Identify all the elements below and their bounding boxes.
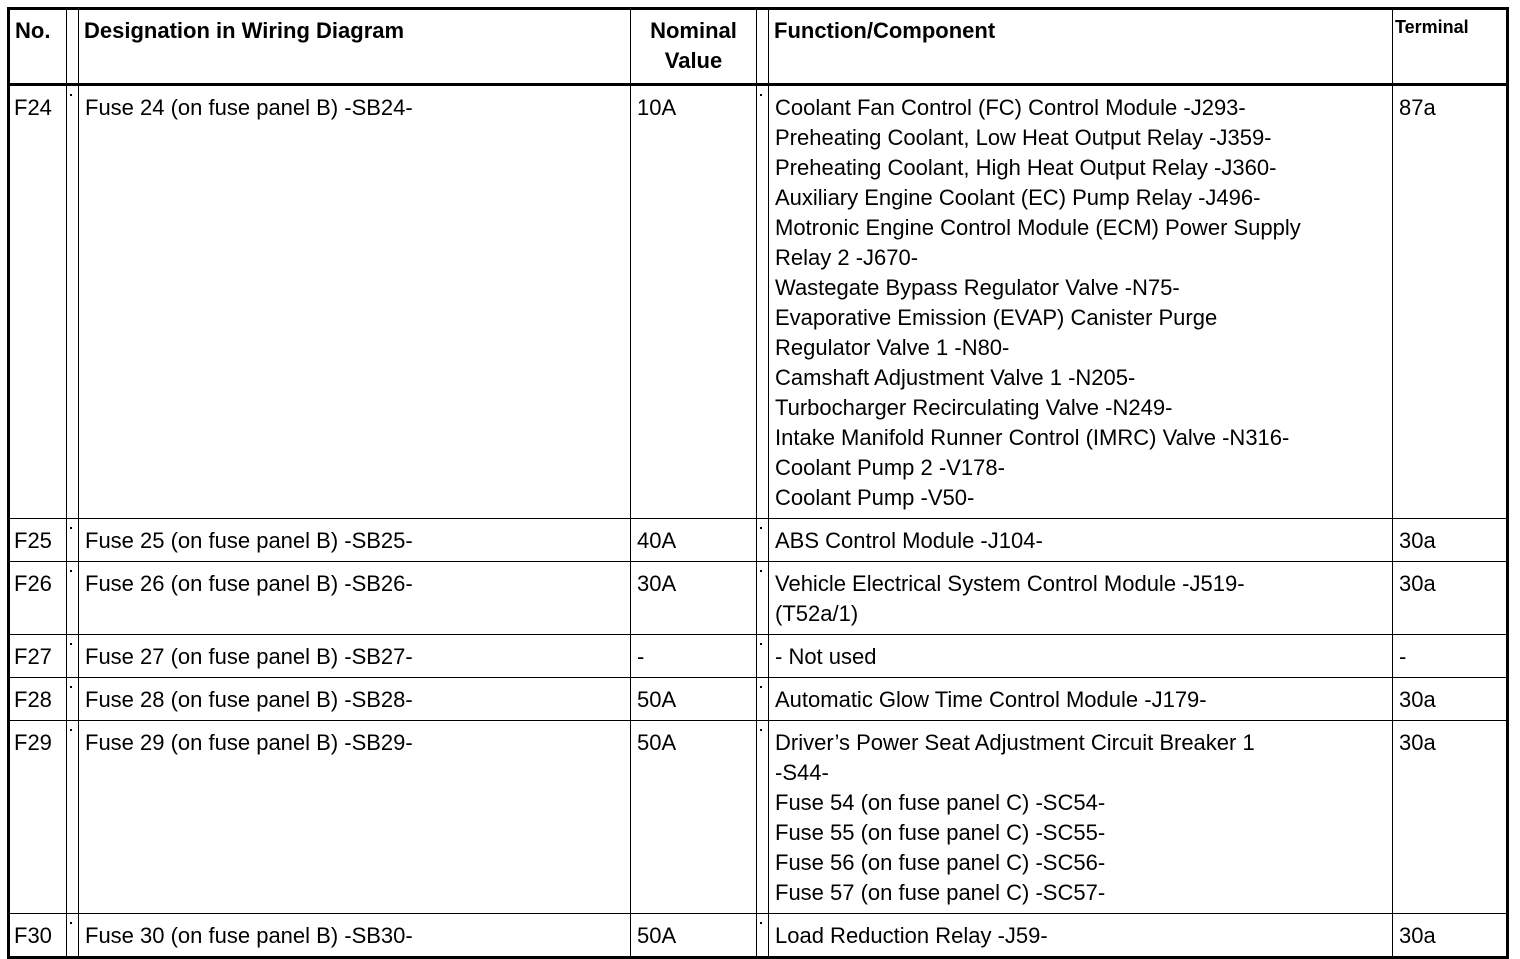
function-line: Motronic Engine Control Module (ECM) Power Supply [775, 215, 1301, 240]
dot-mark [70, 94, 72, 96]
dot-mark [70, 570, 72, 572]
cell-designation: Fuse 30 (on fuse panel B) -SB30- [79, 914, 631, 958]
function-line: Relay 2 -J670- [775, 245, 919, 270]
table-row [9, 721, 1508, 914]
function-line: Coolant Pump -V50- [775, 485, 975, 510]
cell-spacer [757, 562, 769, 635]
fuse-table [7, 7, 1509, 959]
dot-mark [760, 643, 762, 645]
cell-designation: Fuse 28 (on fuse panel B) -SB28- [79, 678, 631, 721]
cell-nominal: 50A [631, 721, 757, 914]
dot-mark [70, 922, 72, 924]
header-function: Function/Component [769, 9, 1393, 85]
cell-nominal: 50A [631, 678, 757, 721]
function-line: Fuse 55 (on fuse panel C) -SC55- [775, 820, 1106, 845]
cell-designation: Fuse 25 (on fuse panel B) -SB25- [79, 519, 631, 562]
dot-mark [760, 94, 762, 96]
cell-function [769, 85, 1393, 519]
cell-terminal: 30a [1393, 562, 1508, 635]
cell-nominal: 50A [631, 914, 757, 958]
cell-function [769, 721, 1393, 914]
cell-function [769, 678, 1393, 721]
cell-designation: Fuse 26 (on fuse panel B) -SB26- [79, 562, 631, 635]
cell-spacer [757, 914, 769, 958]
cell-spacer [67, 721, 79, 914]
cell-spacer [757, 85, 769, 519]
cell-terminal: 87a [1393, 85, 1508, 519]
dot-mark [760, 686, 762, 688]
function-line: Driver’s Power Seat Adjustment Circuit Breaker 1 [775, 730, 1255, 755]
cell-nominal: 10A [631, 85, 757, 519]
cell-spacer [757, 721, 769, 914]
table-row [9, 914, 1508, 958]
dot-mark [70, 729, 72, 731]
cell-no: F28 [9, 678, 67, 721]
dot-mark [70, 686, 72, 688]
cell-no: F27 [9, 635, 67, 678]
dot-mark [760, 570, 762, 572]
header-spacer [757, 9, 769, 85]
cell-function [769, 635, 1393, 678]
table-row [9, 85, 1508, 519]
dot-mark [70, 527, 72, 529]
cell-function [769, 519, 1393, 562]
table-body [9, 85, 1508, 958]
function-line: Camshaft Adjustment Valve 1 -N205- [775, 365, 1136, 390]
dot-mark [760, 922, 762, 924]
header-nominal-value [631, 9, 757, 85]
cell-spacer [67, 635, 79, 678]
function-line: Regulator Valve 1 -N80- [775, 335, 1010, 360]
function-line: Fuse 54 (on fuse panel C) -SC54- [775, 790, 1106, 815]
function-line: Coolant Pump 2 -V178- [775, 455, 1005, 480]
cell-spacer [67, 519, 79, 562]
function-line: -S44- [775, 760, 829, 785]
header-no: No. [9, 9, 67, 85]
cell-terminal: 30a [1393, 519, 1508, 562]
cell-spacer [757, 678, 769, 721]
header-designation: Designation in Wiring Diagram [79, 9, 631, 85]
cell-nominal: 30A [631, 562, 757, 635]
cell-terminal: 30a [1393, 678, 1508, 721]
function-line: Turbocharger Recirculating Valve -N249- [775, 395, 1173, 420]
table-row [9, 678, 1508, 721]
cell-no: F25 [9, 519, 67, 562]
table-row [9, 519, 1508, 562]
table-row [9, 635, 1508, 678]
function-line: Vehicle Electrical System Control Module -J519- [775, 571, 1245, 596]
table-row [9, 562, 1508, 635]
function-line: Intake Manifold Runner Control (IMRC) Valve -N316- [775, 425, 1290, 450]
function-line: - Not used [775, 644, 877, 669]
cell-designation: Fuse 24 (on fuse panel B) -SB24- [79, 85, 631, 519]
function-line: Fuse 56 (on fuse panel C) -SC56- [775, 850, 1106, 875]
cell-spacer [67, 562, 79, 635]
function-line: Auxiliary Engine Coolant (EC) Pump Relay -J496- [775, 185, 1261, 210]
header-spacer [67, 9, 79, 85]
header-nominal-line2: Value [664, 48, 723, 73]
cell-no: F29 [9, 721, 67, 914]
cell-function [769, 914, 1393, 958]
cell-spacer [67, 914, 79, 958]
cell-spacer [67, 678, 79, 721]
cell-nominal: 40A [631, 519, 757, 562]
function-line: Fuse 57 (on fuse panel C) -SC57- [775, 880, 1106, 905]
function-line: Coolant Fan Control (FC) Control Module -J293- [775, 95, 1246, 120]
cell-designation: Fuse 27 (on fuse panel B) -SB27- [79, 635, 631, 678]
cell-no: F30 [9, 914, 67, 958]
dot-mark [760, 527, 762, 529]
function-line: Preheating Coolant, Low Heat Output Relay -J359- [775, 125, 1272, 150]
cell-designation: Fuse 29 (on fuse panel B) -SB29- [79, 721, 631, 914]
cell-no: F26 [9, 562, 67, 635]
dot-mark [760, 729, 762, 731]
cell-terminal: 30a [1393, 721, 1508, 914]
function-line: (T52a/1) [775, 601, 859, 626]
function-line: Wastegate Bypass Regulator Valve -N75- [775, 275, 1180, 300]
function-line: Preheating Coolant, High Heat Output Relay -J360- [775, 155, 1277, 180]
cell-spacer [67, 85, 79, 519]
dot-mark [70, 643, 72, 645]
cell-nominal: - [631, 635, 757, 678]
cell-terminal: 30a [1393, 914, 1508, 958]
header-nominal-line1: Nominal [650, 18, 737, 43]
function-line: Load Reduction Relay -J59- [775, 923, 1048, 948]
cell-spacer [757, 635, 769, 678]
cell-spacer [757, 519, 769, 562]
header-terminal: Terminal [1393, 9, 1508, 85]
cell-terminal: - [1393, 635, 1508, 678]
function-line: Evaporative Emission (EVAP) Canister Purge [775, 305, 1218, 330]
cell-function [769, 562, 1393, 635]
function-line: ABS Control Module -J104- [775, 528, 1043, 553]
function-line: Automatic Glow Time Control Module -J179- [775, 687, 1207, 712]
cell-no: F24 [9, 85, 67, 519]
table-header-row [9, 9, 1508, 85]
